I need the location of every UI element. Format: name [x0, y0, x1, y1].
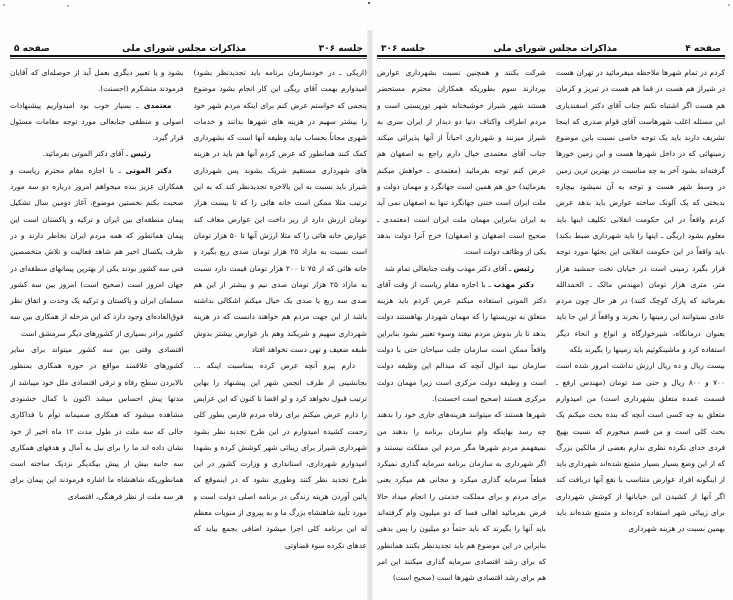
paragraph: (اریکی ـ در خودسازمان برنامه باید تجدیدنظر بشود) امیدوارم بهمت آقای ریگی این کار انجام بشود موضوع پنجمی که خواستم عرض کنم برای اینکه مردم شهر خود را بیشتر سهیم در هزینه های شهرها بدانند و خدمات شهری مجاناً بحساب نیاید وظیفه آنها است که بشهرداری کمک کنند همانطور که عرض کردم آنها هم باید در هزینه های شهرداری مستقیم شریک بشوند پس شهرداری شیراز باید نسبت به این بالاخره تجدیدنظر کند که به این ترتیب مثلا ممکن است خانه هائی را که تا بیست هزار تومان ارزش دارد از زیر داخت این عوارض معاف کند عوارض خانه هائی را که مثلا ارزش آنها تا ۵۰ هزار تومان است نسبت به مازاد ۲۵ هزار تومان صدی ربع بگیرد و خانه هائی که از ۷۵ تا ۲۰۰ هزار تومان قیمت دارد نسبت به مازاد ۲۵ هزار تومان صدی نیم و بیشتر از این هم صدی سه ربع یا صدی یک خیال میکنم اشکالی نداشته باشد از این جهت مردم هم خواهند دانست که در هزینه شهرداری سهیم و شریکند وهم بار عوارض بیشتر بدوش طبقه ضعیف و تهی دست نخواهد افتاد	[193, 68, 367, 355]
paragraph: بیست ریال و ده ریال ارزش نداشت امروز شده است ۷۰۰ و ۸۰۰ ریال و حتی صد تومان (مهندس ارفع ـ قسمت عمده متعلق بشهرداری است) من امیدوارم متعلق به چه کسی است آنچه که بنده بحث میکنم یک بحث کلی است و من قسم میخورم که نسبت بهیچ فردی خدای نکرده نظری ندارم بعضی از مالکین بزرگ که از این وضع بسیار بسیار متمتع شده‌اند شهرداری باید از اینگونه افراد عوارض متناسب با نفع آنها دریافت کند اگر آنها از کشیدن این خیابانها از کوشش شهرداری برای زیبائی شهر استفاده کرده‌اند و متمتع شده‌اند باید بهمین نسبت در هزینه شهرداری	[556, 361, 725, 534]
speech-text: ـ بسیار خوب بود امیدواریم پیشنهادات اصولی و منطقی جنابعالی مورد توجه مقامات مسئول قرار گیرد.	[10, 100, 184, 143]
speech-paragraph	[377, 261, 546, 277]
book-gutter	[367, 30, 373, 600]
speech-paragraph	[10, 163, 184, 342]
speech-text: ـ آقای دکتر الموتی بفرمائید.	[42, 149, 129, 159]
right-page	[377, 38, 725, 598]
right-page-column-right	[556, 65, 725, 585]
paragraph: اقتصادی وقتی بین سه کشور میتواند برای سایر کشورهای علاقمند مواقع در حوزه همکاری بمنظور بالابردن سطح رفاه و ترقی اقتصادی ملل خود میباشد از مدتها پیش احساس میشد اکنون با کمال خشنودی مشاهده میشود که همکاری صمیمانه توأم با فداکاری حالی که سه ملت در طول مدت ۱۲ ماه اخیر از خود نشان داده اند ما را برای نیل به آمال و هدفهای همکاری سه جانبه بیش از پیش بیکدیگر نزدیک ساخته است همانطوریکه شاهنشاه ما اشاره فرمودند این پیمان برای هر سه ملت از نظر فرهنگی، اقتصادی	[10, 345, 184, 501]
paragraph: کردم در تمام شهرها ملاحظه میفرمائید در تهران هست در شیراز هم هست در قما هم هست در تبریز و کرمان هم هست اگر اشتباه نکنم جناب آقای دکتر اسفندیاری این مسئله اغلب شهرهاست آقای قوام صدری که اینجا تشریف دارند باید یک توجه خاصی نسبت باین موضوع زمینهائی که در داخل شهرها هست و این زمین خورها گرفته‌اند بشود آخر به چه مناسبت در بهترین ترین زمین در وسط شهر هست و توجه به آن نمیشود بیچاره بدبختی که یک آلونک ساخته عوارض باید بدهد عرض کردم واقعاً در این حکومت انقلابی تکلیف اینها باید معلوم بشود (ریگی ـ اینها را باید شهرداری ضبط بکند) باید واقعاً در این حکومت انقلابی این بحثها مورد توجه قرار بگیرد زمینی است در خیابان تخت جمشید هزار متر، متری هزار تومان (مهندس مالک ـ الحمدالله بفرمائید که پارک کوچک کنند) در هر حال چون مردم عادی نمیتوانند این زمینها را بخرند و واقعاً از این جا باید بعنوان درمانگاه، شیرخوارگاه و انواع و انحاء دیگر استفاده کرد و ماشینکوئیم باید زمینها را بگیرند بلکه	[556, 68, 725, 355]
speech-text: ـ با اجازه مقام ریاست از وقت آقای دکتر الموتی استفاده میکنم عرض کردم باید هزینه متعلق به توریستها را که مهمان شهردار بهاهستند دولت بدهد تا بار بدوش مردم نیفتد وسوء تعبیر نشود بنابراین واقعاً ممکن است سازمان جلب سیاحان حتی با دولت سازمان نبید انوال آنچه که مبدالم این وظیفه دولت است و وظیفه دولت مرکزی است زیرا مهمان دولت مرکزی هستند (صحیح است احسنت).	[377, 279, 546, 403]
speech-text: ـ با اجازه مقام محترم ریاست و همکاران عزیز بنده میخواهم امروز درباره دو سه مورد صحبت بکنم نخستین موضوع، آغاز دومین سال تشکیل پیمان منطقه‌ای بین ایران و ترکیه و پاکستان است این پیمان همانطور که همه مردم ایران بخاطر دارند و در ظرف یکسال اخیر هم شاهد فعالیت و تلاش متخصصین فنی سه کشور بودند یکی از بهترین پیمانهای منطقه‌ای در جهان امروز است (صحیح است) امروز بین سه کشور مسلمان ایران و پاکستان و ترکیه یک وحدت و اتفاق نظر فوق‌العاده‌ای وجود دارد که این مرحله از همکاری بین سه کشور برادر بسیاری از کشورهای دیگر سرمشق است	[10, 165, 184, 338]
speech-text: ـ آقای دکتر مهذب وقت جنابعالی تمام شد	[384, 263, 512, 273]
right-page-number: صفحه ۴	[685, 44, 721, 54]
left-page	[10, 38, 367, 598]
right-page-title: مذاکرات مجلس شورای ملی	[493, 44, 618, 54]
right-page-session: جلسه ۳۰۶	[381, 44, 426, 54]
paragraph: شهرها هستند که میتوانند هزینه‌های جاری خود را بدهند چه رسد بهاینکه وام سازمان برنامه را بدهند من نمیفهمم مردم شهرها مگر مردم این مملکت نیستند و اگر شهرداری به سازمان برنامه سرمایه گذاری نمیکرد قطعاً سرمایه گذاری میکرد و مجانی هم میکرد یعنی برای مردم و برای مملکت خدمتی را انجام میداد حالا فرض بفرمائید اهالی فسا که دو میلیون وام گرفته‌اند باید آنها را بگیرند که باید حتماً دو میلیون را پس بدهی بنابراین در این موضوع هم باید تجدیدنظر بکنند همانطور که برای رشد اقتصادی سرمایه گذاری میکنند این امر هم برای رشد اقتصادی شهرها است (صحیح است)	[377, 410, 546, 583]
speaker-name: دکتر الموتی	[125, 165, 172, 175]
speaker-name: رئیس	[513, 263, 534, 273]
right-page-header	[377, 38, 725, 57]
speech-paragraph	[10, 146, 184, 162]
speech-paragraph	[10, 98, 184, 147]
scan-speck	[3, 4, 5, 6]
scan-speck	[67, 5, 69, 7]
right-page-columns	[377, 65, 725, 585]
left-page-title: مذاکرات مجلس شورای ملی	[122, 44, 247, 54]
left-page-number: صفحه ۵	[14, 44, 50, 54]
speaker-name: دکتر مهذب	[493, 279, 534, 289]
paragraph: بشود و یا تعبیر دیگری بعمل آید از حوصله‌ای که آقایان فرمودند متشکرم (احسنت).	[10, 68, 184, 94]
right-page-column-left	[377, 65, 546, 585]
left-page-column-left	[10, 65, 184, 585]
paragraph: شرکت بکنند و همچنین نسبت بشهرداری عوارض بپردازند سوم بطوریکه همکاران محترم مستحضر هستند شهر شیراز خوشبختانه شهر توریستی است و مردم اطراف واکناف دنیا دو دیدار از ایران سری به شیراز میزنند و شهرداری احیاناً از آنها پذیرائی میکند جناب آقای معتمدی خیال دارم راجع به اصفهان هم عرض کنم توجه بفرمائید (معتمدی ـ خواهش میکنم بفرمائید) حق هم همین است جهانگرد و مهمان دولت و ملت ایران است ختنی جهانگرد تنها به اصفهان نمی آید به ایران بنابراین مهمان ملت ایران است (معتمدی ـ صحیح است اصفهان و اصفهان) خرج آنرا دولت بدهد یکی از وظائف دولت است.	[377, 68, 546, 257]
speech-paragraph	[377, 277, 546, 407]
paragraph: دارم پیرو آنچه عرض کرده بمناسبت اینکه ... بجانشینی از طرف انجمن شهر این پیشنهاد را بهاین ترتیب قبول نخواهد کرد و لو اقضا تا کنون که این عرایض را دارم عرض میکنم برای رفاه مردم فارس بطور کلی زحمت کشیده امیدوارم در این طرح تجدید نظر بشود شهرداری شیراز برای زیبائی شهر کوشش کرده و بشهدا امیدوارم شهرداری، استانداری و وزارت کشور در این طرح تجدید نظر کنند وطوری نشود که در اینموقع که پائین آوردن هزینه زندگی در برنامه اصلی دولت است و مورد تأیید شاهنشاه بزرگ ما و به پیروی از منویات معظم له این برنامه کلی اجرا میشود اضافی بجمع بیاید که عدهای نکرده سوء قضاوتی	[193, 361, 367, 550]
scan-speck	[728, 4, 730, 6]
scan-speck	[368, 2, 370, 4]
speaker-name: رئیس	[130, 149, 151, 159]
left-page-session: جلسه ۳۰۶	[318, 44, 363, 54]
speaker-name: معتمدی	[143, 100, 172, 110]
left-page-header	[10, 38, 367, 57]
left-page-column-right	[194, 65, 368, 585]
left-page-columns	[10, 65, 367, 585]
